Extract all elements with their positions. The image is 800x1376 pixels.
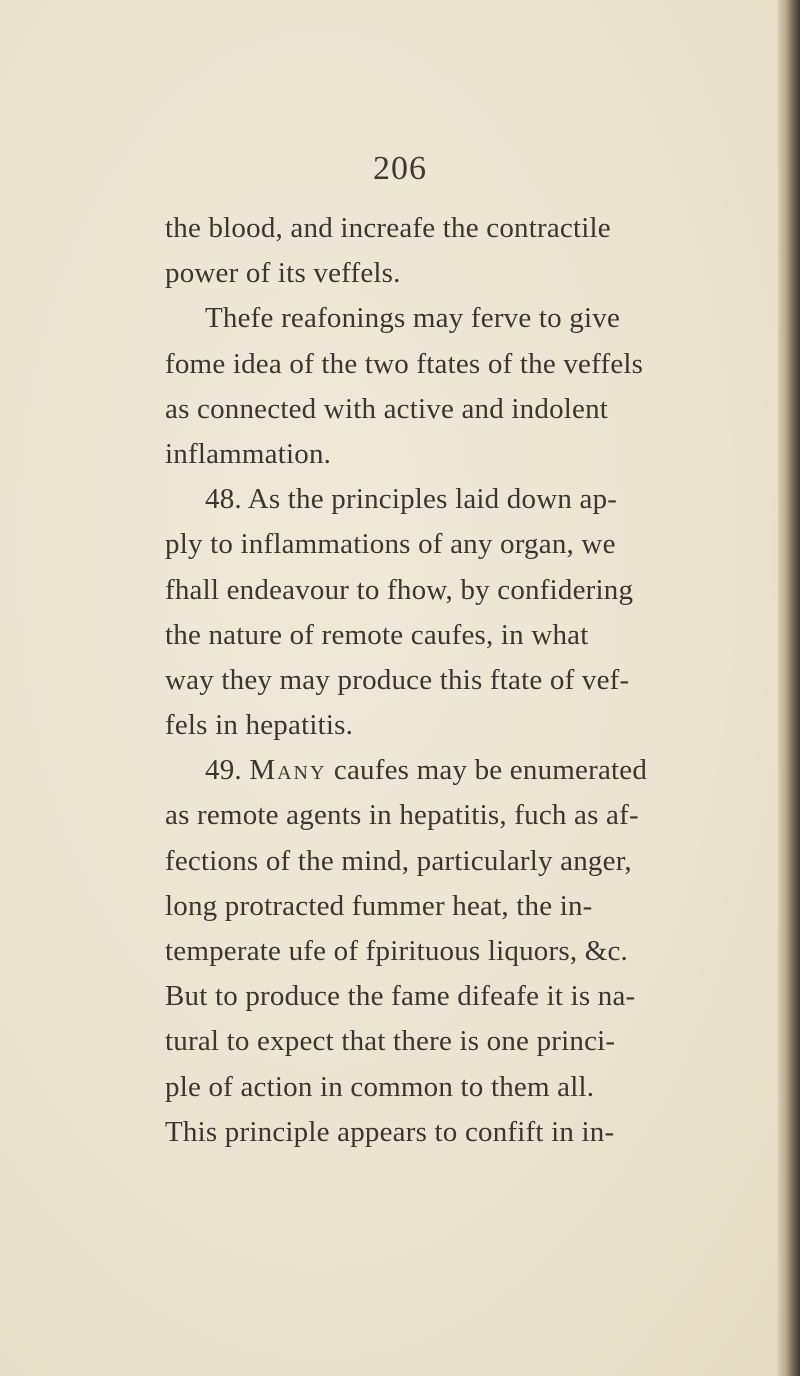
text-line-rest: caufes may be enumerated (333, 754, 648, 787)
page-number: 206 (373, 150, 427, 187)
binding-edge (778, 0, 800, 1376)
text-line (165, 748, 745, 793)
body-text (165, 206, 745, 1155)
text-line: the nature of remote caufes, in what (165, 618, 589, 651)
text-line: 48. As the principles laid down ap- (205, 483, 618, 516)
paragraph-number: 49. (205, 754, 242, 787)
text-line: fections of the mind, particularly anger, (165, 844, 632, 877)
paragraph-lead-word: Many (249, 754, 327, 787)
text-line: ple of action in common to them all. (165, 1070, 595, 1103)
text-line: long protracted fummer heat, the in- (165, 889, 593, 922)
text-line: power of its veffels. (165, 257, 401, 290)
text-line: as connected with active and indolent (165, 392, 609, 425)
text-line: ply to inflammations of any organ, we (165, 528, 616, 561)
text-line: the blood, and increafe the contractile (165, 212, 611, 244)
text-line: Thefe reafonings may ferve to give (205, 302, 621, 335)
text-line: fels in hepatitis. (165, 709, 354, 742)
text-line: fhall endeavour to fhow, by confidering (165, 573, 634, 606)
text-line: way they may produce this ftate of vef- (165, 663, 630, 696)
text-line: temperate ufe of fpirituous liquors, &c. (165, 935, 629, 967)
text-line: tural to expect that there is one princi- (165, 1025, 616, 1058)
text-line: But to produce the fame difeafe it is na- (165, 980, 636, 1013)
text-line: fome idea of the two ftates of the veffels (165, 347, 644, 380)
text-line: inflammation. (165, 437, 332, 470)
text-line: This principle appears to confift in in- (165, 1115, 615, 1148)
text-line: as remote agents in hepatitis, fuch as af- (165, 799, 639, 832)
